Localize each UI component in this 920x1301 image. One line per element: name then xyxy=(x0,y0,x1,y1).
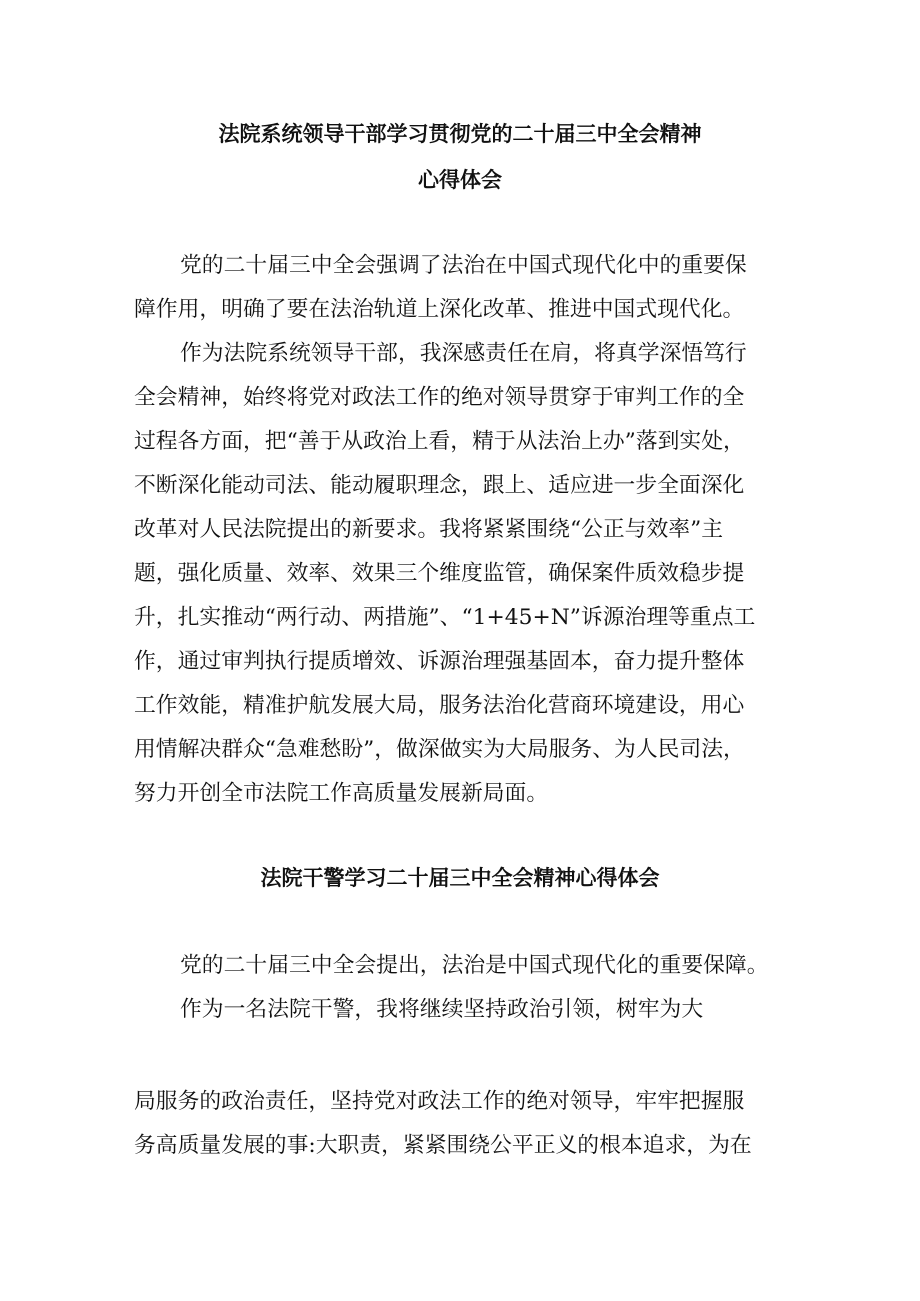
paragraph-line: 党的二十届三中全会强调了法治在中国式现代化中的重要保 xyxy=(180,253,747,278)
paragraph-line: 党的二十届三中全会提出，法治是中国式现代化的重要保障。 xyxy=(180,953,769,978)
section1-title-line1: 法院系统领导干部学习贯彻党的二十届三中全会精神 xyxy=(218,122,702,146)
paragraph-line: 局服务的政治责任，坚持党对政法工作的绝对领导，牢牢把握服 xyxy=(134,1089,745,1114)
paragraph-line: 作为一名法院干警，我将继续坚持政治引领，树牢为大 xyxy=(180,997,704,1022)
paragraph-line: 务高质量发展的事:大职责，紧紧围绕公平正义的根本追求，为在 xyxy=(134,1133,752,1158)
paragraph-line: 升，扎实推动“两行动、两措施”、“1+45+N”诉源治理等重点工 xyxy=(134,605,756,630)
paragraph-line: 努力开创全市法院工作高质量发展新局面。 xyxy=(134,781,549,806)
paragraph-line: 用情解决群众“急难愁盼”，做深做实为大局服务、为人民司法， xyxy=(134,737,745,762)
paragraph-line: 工作效能，精准护航发展大局，服务法治化营商环境建设，用心 xyxy=(134,693,745,718)
paragraph-line: 改革对人民法院提出的新要求。我将紧紧围绕“公正与效率”主 xyxy=(134,517,724,542)
paragraph-line: 全会精神，始终将党对政法工作的绝对领导贯穿于审判工作的全 xyxy=(134,385,745,410)
section1-title-line2: 心得体会 xyxy=(418,168,502,192)
paragraph-line: 题，强化质量、效率、效果三个维度监管，确保案件质效稳步提 xyxy=(134,561,745,586)
paragraph-line: 障作用，明确了要在法治轨道上深化改革、推进中国式现代化。 xyxy=(134,297,745,322)
paragraph-line: 不断深化能动司法、能动履职理念，跟上、适应进一步全面深化 xyxy=(134,473,745,498)
section2-title: 法院干警学习二十届三中全会精神心得体会 xyxy=(260,866,660,890)
paragraph-line: 过程各方面，把“善于从政治上看，精于从法治上办”落到实处， xyxy=(134,429,745,454)
paragraph-line: 作，通过审判执行提质增效、诉源治理强基固本，奋力提升整体 xyxy=(134,649,745,674)
paragraph-line: 作为法院系统领导干部，我深感责任在肩，将真学深悟笃行 xyxy=(180,341,747,366)
